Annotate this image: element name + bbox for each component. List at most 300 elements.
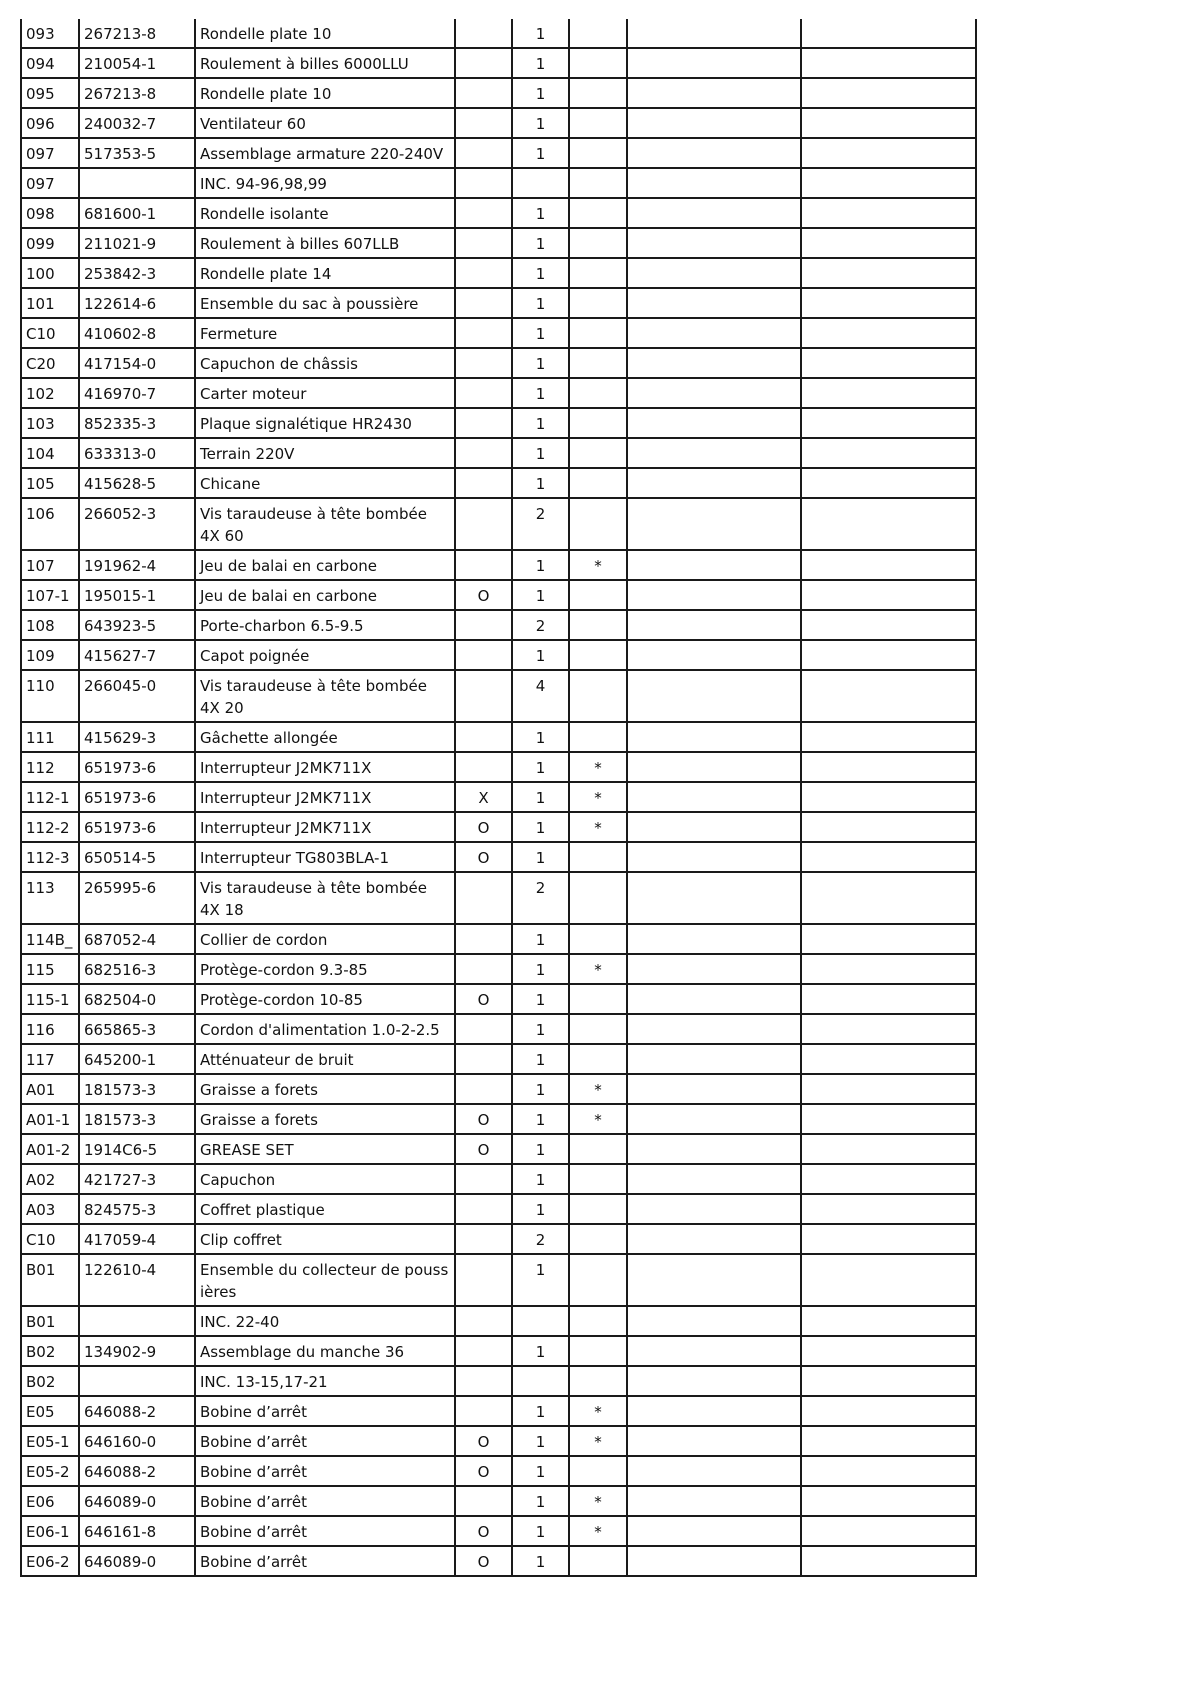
part-number-cell-text: 267213-8	[84, 85, 157, 103]
table-row	[21, 550, 976, 580]
note-marker-cell	[569, 1546, 627, 1576]
part-number-cell	[79, 1194, 195, 1224]
empty-cell-2	[801, 498, 976, 550]
note-marker-cell-text	[574, 409, 622, 413]
variant-marker-cell-text	[460, 641, 507, 645]
empty-cell-2	[801, 782, 976, 812]
quantity-cell	[512, 438, 569, 468]
empty-cell-1	[627, 19, 801, 48]
description-cell-text: Rondelle plate 14	[200, 265, 332, 283]
empty-cell-2	[801, 1366, 976, 1396]
table-row	[21, 1396, 976, 1426]
table-row	[21, 19, 976, 48]
variant-marker-cell-text: O	[477, 849, 490, 867]
ref-number-cell-text: 101	[26, 295, 55, 313]
empty-cell-1	[627, 924, 801, 954]
variant-marker-cell	[455, 168, 512, 198]
note-marker-cell	[569, 408, 627, 438]
variant-marker-cell	[455, 550, 512, 580]
description-cell	[195, 640, 455, 670]
ref-number-cell-text: 116	[26, 1021, 55, 1039]
part-number-cell	[79, 378, 195, 408]
ref-number-cell-text: B02	[26, 1373, 56, 1391]
empty-cell-2	[801, 1194, 976, 1224]
note-marker-cell-text	[574, 985, 622, 989]
variant-marker-cell-text	[460, 671, 507, 675]
description-cell	[195, 1516, 455, 1546]
table-row	[21, 1164, 976, 1194]
description-cell	[195, 168, 455, 198]
quantity-cell	[512, 984, 569, 1014]
empty-cell-2	[801, 318, 976, 348]
part-number-cell-text: 682516-3	[84, 961, 157, 979]
note-marker-cell	[569, 1134, 627, 1164]
variant-marker-cell-text: O	[477, 1523, 490, 1541]
empty-cell-2	[801, 378, 976, 408]
empty-cell-1	[627, 378, 801, 408]
description-cell	[195, 670, 455, 722]
empty-cell-1	[627, 1306, 801, 1336]
description-cell-text: Interrupteur J2MK711X	[200, 819, 372, 837]
note-marker-cell-text	[574, 79, 622, 83]
quantity-cell-text: 1	[535, 25, 546, 43]
ref-number-cell-text: A02	[26, 1171, 56, 1189]
empty-cell-2	[801, 580, 976, 610]
ref-number-cell	[21, 1516, 79, 1546]
description-cell	[195, 378, 455, 408]
table-row	[21, 1516, 976, 1546]
part-number-cell-text: 646089-0	[84, 1553, 157, 1571]
table-row	[21, 1134, 976, 1164]
ref-number-cell	[21, 378, 79, 408]
empty-cell-2	[801, 438, 976, 468]
description-cell	[195, 258, 455, 288]
ref-number-cell	[21, 408, 79, 438]
description-cell-text: Plaque signalétique HR2430	[200, 415, 412, 433]
empty-cell-1	[627, 1164, 801, 1194]
empty-cell-1	[627, 954, 801, 984]
part-number-cell-text: 416970-7	[84, 385, 157, 403]
description-cell	[195, 1426, 455, 1456]
part-number-cell-text: 266045-0	[84, 677, 157, 695]
quantity-cell-text: 1	[535, 961, 546, 979]
ref-number-cell-text: 094	[26, 55, 55, 73]
variant-marker-cell	[455, 1014, 512, 1044]
table-row	[21, 782, 976, 812]
variant-marker-cell	[455, 752, 512, 782]
ref-number-cell-text: C10	[26, 325, 56, 343]
empty-cell-1	[627, 640, 801, 670]
quantity-cell	[512, 1224, 569, 1254]
ref-number-cell-text: E05	[26, 1403, 55, 1421]
part-number-cell	[79, 468, 195, 498]
empty-cell-1	[627, 468, 801, 498]
note-marker-cell-text	[574, 1135, 622, 1139]
empty-cell-1	[627, 1336, 801, 1366]
ref-number-cell	[21, 318, 79, 348]
variant-marker-cell	[455, 1366, 512, 1396]
part-number-cell-text: 687052-4	[84, 931, 157, 949]
part-number-cell	[79, 1074, 195, 1104]
note-marker-cell	[569, 348, 627, 378]
empty-cell-2	[801, 138, 976, 168]
part-number-cell	[79, 1306, 195, 1336]
quantity-cell	[512, 640, 569, 670]
quantity-cell	[512, 1306, 569, 1336]
variant-marker-cell-text	[460, 1045, 507, 1049]
part-number-cell	[79, 1366, 195, 1396]
ref-number-cell	[21, 198, 79, 228]
note-marker-cell	[569, 550, 627, 580]
note-marker-cell	[569, 580, 627, 610]
empty-cell-2	[801, 19, 976, 48]
part-number-cell-text	[84, 1307, 190, 1311]
note-marker-cell-text	[574, 1307, 622, 1311]
empty-cell-2	[801, 1486, 976, 1516]
note-marker-cell	[569, 1164, 627, 1194]
quantity-cell-text: 1	[535, 819, 546, 837]
quantity-cell-text: 1	[535, 415, 546, 433]
table-row	[21, 954, 976, 984]
quantity-cell-text: 2	[535, 879, 546, 897]
description-cell	[195, 1074, 455, 1104]
ref-number-cell	[21, 954, 79, 984]
table-row	[21, 752, 976, 782]
part-number-cell	[79, 1044, 195, 1074]
variant-marker-cell	[455, 782, 512, 812]
table-row	[21, 318, 976, 348]
description-cell	[195, 1194, 455, 1224]
note-marker-cell	[569, 48, 627, 78]
table-row	[21, 1194, 976, 1224]
variant-marker-cell-text	[460, 925, 507, 929]
note-marker-cell-text: *	[594, 1523, 602, 1541]
description-cell	[195, 752, 455, 782]
table-row	[21, 1104, 976, 1134]
table-row	[21, 1044, 976, 1074]
empty-cell-1	[627, 318, 801, 348]
empty-cell-1	[627, 108, 801, 138]
ref-number-cell	[21, 842, 79, 872]
ref-number-cell-text: 105	[26, 475, 55, 493]
description-cell-text: Ventilateur 60	[200, 115, 306, 133]
quantity-cell-text: 1	[535, 385, 546, 403]
description-cell	[195, 1134, 455, 1164]
variant-marker-cell-text	[460, 49, 507, 53]
ref-number-cell	[21, 138, 79, 168]
table-row	[21, 1366, 976, 1396]
variant-marker-cell	[455, 78, 512, 108]
ref-number-cell	[21, 1306, 79, 1336]
description-cell-text: Ensemble du collecteur de pouss ières	[200, 1261, 449, 1301]
description-cell-text: Clip coffret	[200, 1231, 282, 1249]
ref-number-cell	[21, 580, 79, 610]
variant-marker-cell-text	[460, 1225, 507, 1229]
part-number-cell	[79, 1254, 195, 1306]
ref-number-cell-text: 104	[26, 445, 55, 463]
variant-marker-cell	[455, 580, 512, 610]
quantity-cell	[512, 1366, 569, 1396]
quantity-cell	[512, 288, 569, 318]
note-marker-cell-text	[574, 641, 622, 645]
part-number-cell-text: 415629-3	[84, 729, 157, 747]
empty-cell-1	[627, 1134, 801, 1164]
part-number-cell-text: 824575-3	[84, 1201, 157, 1219]
ref-number-cell-text: 108	[26, 617, 55, 635]
part-number-cell	[79, 258, 195, 288]
description-cell-text: Rondelle plate 10	[200, 85, 332, 103]
table-row	[21, 78, 976, 108]
ref-number-cell	[21, 924, 79, 954]
quantity-cell-text: 1	[535, 355, 546, 373]
variant-marker-cell	[455, 954, 512, 984]
note-marker-cell	[569, 1104, 627, 1134]
note-marker-cell-text	[574, 199, 622, 203]
description-cell-text: Gâchette allongée	[200, 729, 338, 747]
quantity-cell-text: 1	[535, 445, 546, 463]
variant-marker-cell	[455, 498, 512, 550]
ref-number-cell	[21, 1224, 79, 1254]
empty-cell-2	[801, 984, 976, 1014]
part-number-cell-text: 195015-1	[84, 587, 157, 605]
part-number-cell	[79, 1014, 195, 1044]
part-number-cell	[79, 812, 195, 842]
ref-number-cell-text: 110	[26, 677, 55, 695]
description-cell-text: Porte-charbon 6.5-9.5	[200, 617, 364, 635]
empty-cell-2	[801, 1074, 976, 1104]
part-number-cell-text: 122610-4	[84, 1261, 157, 1279]
quantity-cell	[512, 138, 569, 168]
part-number-cell	[79, 984, 195, 1014]
quantity-cell-text: 1	[535, 475, 546, 493]
variant-marker-cell-text	[460, 1165, 507, 1169]
note-marker-cell-text	[574, 469, 622, 473]
description-cell	[195, 1456, 455, 1486]
variant-marker-cell-text	[460, 499, 507, 503]
quantity-cell	[512, 1254, 569, 1306]
description-cell	[195, 812, 455, 842]
empty-cell-1	[627, 1396, 801, 1426]
table-row	[21, 1014, 976, 1044]
note-marker-cell-text: *	[594, 557, 602, 575]
part-number-cell	[79, 640, 195, 670]
ref-number-cell	[21, 1426, 79, 1456]
empty-cell-1	[627, 228, 801, 258]
part-number-cell-text: 651973-6	[84, 819, 157, 837]
variant-marker-cell	[455, 198, 512, 228]
empty-cell-2	[801, 168, 976, 198]
empty-cell-2	[801, 348, 976, 378]
quantity-cell	[512, 1074, 569, 1104]
part-number-cell-text: 134902-9	[84, 1343, 157, 1361]
empty-cell-1	[627, 48, 801, 78]
empty-cell-1	[627, 752, 801, 782]
note-marker-cell	[569, 318, 627, 348]
table-row	[21, 408, 976, 438]
note-marker-cell-text	[574, 873, 622, 877]
note-marker-cell	[569, 610, 627, 640]
variant-marker-cell-text	[460, 289, 507, 293]
ref-number-cell-text: 111	[26, 729, 55, 747]
quantity-cell	[512, 498, 569, 550]
ref-number-cell-text: A03	[26, 1201, 56, 1219]
note-marker-cell	[569, 752, 627, 782]
ref-number-cell	[21, 1044, 79, 1074]
description-cell	[195, 1396, 455, 1426]
note-marker-cell	[569, 378, 627, 408]
part-number-cell-text: 650514-5	[84, 849, 157, 867]
quantity-cell-text: 1	[535, 1463, 546, 1481]
note-marker-cell	[569, 498, 627, 550]
note-marker-cell-text	[574, 319, 622, 323]
variant-marker-cell	[455, 722, 512, 752]
empty-cell-2	[801, 954, 976, 984]
note-marker-cell	[569, 1044, 627, 1074]
table-row	[21, 1546, 976, 1576]
empty-cell-2	[801, 78, 976, 108]
ref-number-cell-text: 112-3	[26, 849, 70, 867]
description-cell	[195, 318, 455, 348]
ref-number-cell	[21, 640, 79, 670]
empty-cell-1	[627, 1074, 801, 1104]
variant-marker-cell-text	[460, 229, 507, 233]
description-cell	[195, 498, 455, 550]
part-number-cell	[79, 1164, 195, 1194]
part-number-cell-text: 681600-1	[84, 205, 157, 223]
table-row	[21, 1426, 976, 1456]
part-number-cell	[79, 498, 195, 550]
note-marker-cell	[569, 984, 627, 1014]
table-row	[21, 1336, 976, 1366]
description-cell-text: Interrupteur TG803BLA-1	[200, 849, 389, 867]
variant-marker-cell-text	[460, 1075, 507, 1079]
empty-cell-1	[627, 498, 801, 550]
empty-cell-1	[627, 842, 801, 872]
note-marker-cell	[569, 924, 627, 954]
table-row	[21, 1254, 976, 1306]
note-marker-cell-text	[574, 1367, 622, 1371]
part-number-cell-text: 665865-3	[84, 1021, 157, 1039]
ref-number-cell-text: 106	[26, 505, 55, 523]
note-marker-cell-text	[574, 229, 622, 233]
part-number-cell-text: 682504-0	[84, 991, 157, 1009]
quantity-cell	[512, 670, 569, 722]
variant-marker-cell	[455, 1074, 512, 1104]
empty-cell-1	[627, 1546, 801, 1576]
description-cell-text: Collier de cordon	[200, 931, 328, 949]
quantity-cell	[512, 1336, 569, 1366]
note-marker-cell	[569, 19, 627, 48]
empty-cell-2	[801, 1456, 976, 1486]
variant-marker-cell	[455, 1516, 512, 1546]
quantity-cell	[512, 378, 569, 408]
quantity-cell	[512, 408, 569, 438]
part-number-cell	[79, 1426, 195, 1456]
part-number-cell-text: 211021-9	[84, 235, 157, 253]
description-cell-text: Bobine d’arrêt	[200, 1553, 307, 1571]
note-marker-cell-text	[574, 1015, 622, 1019]
empty-cell-1	[627, 580, 801, 610]
variant-marker-cell	[455, 378, 512, 408]
empty-cell-2	[801, 228, 976, 258]
part-number-cell-text: 633313-0	[84, 445, 157, 463]
quantity-cell-text: 1	[535, 115, 546, 133]
ref-number-cell-text: 099	[26, 235, 55, 253]
description-cell	[195, 468, 455, 498]
variant-marker-cell	[455, 1044, 512, 1074]
note-marker-cell-text	[574, 1255, 622, 1259]
ref-number-cell	[21, 1164, 79, 1194]
part-number-cell-text: 240032-7	[84, 115, 157, 133]
part-number-cell-text: 191962-4	[84, 557, 157, 575]
empty-cell-2	[801, 640, 976, 670]
note-marker-cell-text: *	[594, 759, 602, 777]
table-row	[21, 872, 976, 924]
variant-marker-cell-text	[460, 1307, 507, 1311]
empty-cell-2	[801, 48, 976, 78]
quantity-cell-text: 1	[535, 1201, 546, 1219]
note-marker-cell-text	[574, 349, 622, 353]
quantity-cell	[512, 812, 569, 842]
empty-cell-1	[627, 1254, 801, 1306]
note-marker-cell-text	[574, 109, 622, 113]
part-number-cell-text: 517353-5	[84, 145, 157, 163]
quantity-cell-text: 1	[535, 1493, 546, 1511]
variant-marker-cell	[455, 138, 512, 168]
description-cell	[195, 1014, 455, 1044]
quantity-cell-text: 1	[535, 1261, 546, 1279]
quantity-cell	[512, 924, 569, 954]
empty-cell-2	[801, 924, 976, 954]
quantity-cell-text: 1	[535, 85, 546, 103]
variant-marker-cell	[455, 842, 512, 872]
ref-number-cell-text: 102	[26, 385, 55, 403]
quantity-cell	[512, 228, 569, 258]
variant-marker-cell	[455, 1306, 512, 1336]
empty-cell-1	[627, 670, 801, 722]
ref-number-cell-text: C20	[26, 355, 56, 373]
table-row	[21, 348, 976, 378]
empty-cell-1	[627, 1104, 801, 1134]
table-row	[21, 610, 976, 640]
ref-number-cell	[21, 1546, 79, 1576]
table-row	[21, 48, 976, 78]
part-number-cell-text	[84, 1367, 190, 1371]
quantity-cell	[512, 198, 569, 228]
description-cell-text: Graisse a forets	[200, 1111, 318, 1129]
description-cell-text: INC. 94-96,98,99	[200, 175, 327, 193]
quantity-cell	[512, 580, 569, 610]
empty-cell-1	[627, 722, 801, 752]
ref-number-cell-text: 113	[26, 879, 55, 897]
variant-marker-cell	[455, 1224, 512, 1254]
description-cell-text: Bobine d’arrêt	[200, 1493, 307, 1511]
empty-cell-2	[801, 1516, 976, 1546]
variant-marker-cell	[455, 108, 512, 138]
quantity-cell-text: 1	[535, 265, 546, 283]
quantity-cell-text: 1	[535, 729, 546, 747]
quantity-cell-text: 1	[535, 1433, 546, 1451]
note-marker-cell	[569, 1366, 627, 1396]
table-row	[21, 580, 976, 610]
ref-number-cell-text: 096	[26, 115, 55, 133]
ref-number-cell-text: 093	[26, 25, 55, 43]
part-number-cell-text: 651973-6	[84, 759, 157, 777]
note-marker-cell-text	[574, 19, 622, 23]
ref-number-cell	[21, 1336, 79, 1366]
note-marker-cell	[569, 722, 627, 752]
quantity-cell	[512, 842, 569, 872]
